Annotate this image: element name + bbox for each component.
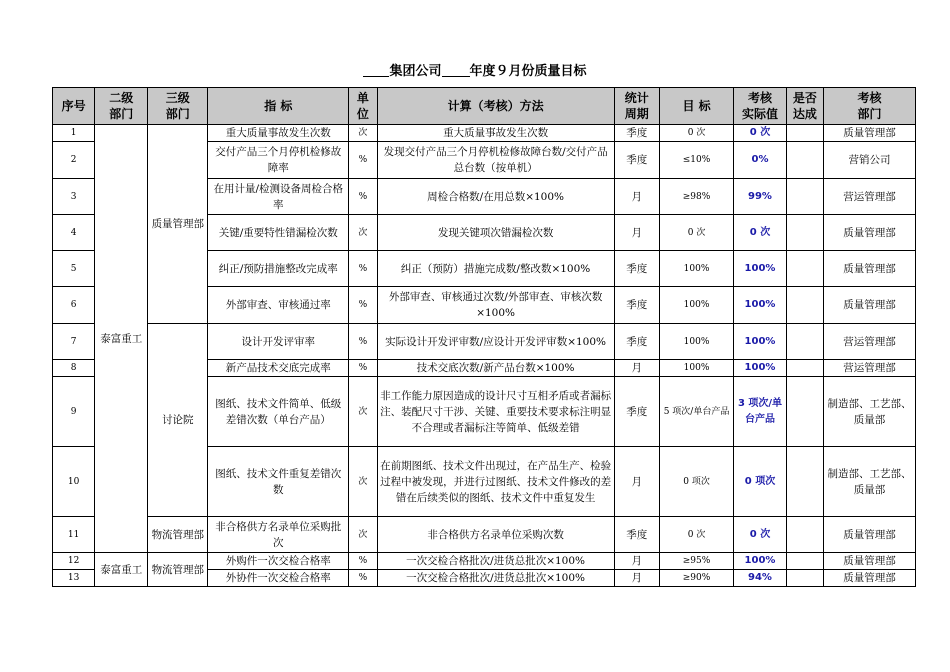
cell-level2-dept: 泰富重工 xyxy=(95,125,148,553)
cell-target: 0 次 xyxy=(660,215,734,251)
column-header: 序号 xyxy=(53,88,95,125)
cell-level3-dept: 质量管理部 xyxy=(148,125,208,324)
cell-indicator: 交付产品三个月停机检修故障率 xyxy=(208,142,349,179)
table-row xyxy=(53,125,916,142)
cell-indicator: 在用计量/检测设备周检合格率 xyxy=(208,179,349,215)
cell-actual: 0 次 xyxy=(734,517,787,553)
cell-indicator: 外部审查、审核通过率 xyxy=(208,287,349,324)
cell-period: 季度 xyxy=(614,517,659,553)
cell-method: 重大质量事故发生次数 xyxy=(377,125,614,142)
cell-assessing-dept: 营运管理部 xyxy=(823,324,915,360)
cell-method: 非工作能力原因造成的设计尺寸互相矛盾或者漏标注、装配尺寸干涉、关键、重要技术要求标注明显不合理或者漏标注等简单、低级差错 xyxy=(377,377,614,447)
column-header: 统计 周期 xyxy=(614,88,659,125)
cell-period: 月 xyxy=(614,179,659,215)
cell-target: ≥95% xyxy=(660,553,734,570)
cell-unit: % xyxy=(349,324,378,360)
cell-number: 5 xyxy=(53,251,95,287)
cell-achieved xyxy=(786,360,823,377)
cell-unit: 次 xyxy=(349,125,378,142)
cell-target: 0 次 xyxy=(660,517,734,553)
cell-unit: % xyxy=(349,142,378,179)
cell-target: 0 次 xyxy=(660,125,734,142)
quality-targets-table xyxy=(52,87,916,587)
cell-number: 8 xyxy=(53,360,95,377)
cell-level3-dept: 物流管理部 xyxy=(148,553,208,587)
cell-achieved xyxy=(786,125,823,142)
cell-method: 外部审查、审核通过次数/外部审查、审核次数×100% xyxy=(377,287,614,324)
cell-period: 季度 xyxy=(614,287,659,324)
cell-actual: 100% xyxy=(734,360,787,377)
cell-unit: 次 xyxy=(349,447,378,517)
cell-actual: 100% xyxy=(734,287,787,324)
cell-indicator: 关键/重要特性错漏检次数 xyxy=(208,215,349,251)
cell-actual: 99% xyxy=(734,179,787,215)
cell-period: 季度 xyxy=(614,142,659,179)
column-header: 考核 实际值 xyxy=(734,88,787,125)
cell-method: 周检合格数/在用总数×100% xyxy=(377,179,614,215)
column-header: 指 标 xyxy=(208,88,349,125)
cell-achieved xyxy=(786,570,823,587)
cell-unit: % xyxy=(349,287,378,324)
cell-method: 实际设计开发评审数/应设计开发评审数×100% xyxy=(377,324,614,360)
cell-achieved xyxy=(786,251,823,287)
cell-number: 12 xyxy=(53,553,95,570)
cell-unit: 次 xyxy=(349,517,378,553)
cell-unit: % xyxy=(349,570,378,587)
cell-target: ≥90% xyxy=(660,570,734,587)
cell-unit: % xyxy=(349,553,378,570)
cell-period: 月 xyxy=(614,570,659,587)
cell-number: 6 xyxy=(53,287,95,324)
cell-assessing-dept: 质量管理部 xyxy=(823,251,915,287)
cell-assessing-dept: 质量管理部 xyxy=(823,215,915,251)
cell-number: 4 xyxy=(53,215,95,251)
cell-method: 发现交付产品三个月停机检修故障台数/交付产品总台数（按单机） xyxy=(377,142,614,179)
cell-indicator: 外购件一次交检合格率 xyxy=(208,553,349,570)
cell-period: 月 xyxy=(614,215,659,251)
cell-target: 100% xyxy=(660,287,734,324)
cell-unit: 次 xyxy=(349,377,378,447)
cell-achieved xyxy=(786,447,823,517)
cell-level3-dept: 讨论院 xyxy=(148,324,208,517)
table-row xyxy=(53,517,916,553)
cell-number: 13 xyxy=(53,570,95,587)
cell-target: 100% xyxy=(660,324,734,360)
cell-actual: 100% xyxy=(734,324,787,360)
cell-period: 月 xyxy=(614,553,659,570)
cell-period: 季度 xyxy=(614,377,659,447)
cell-achieved xyxy=(786,215,823,251)
cell-actual: 0 项次 xyxy=(734,447,787,517)
column-header: 是否 达成 xyxy=(786,88,823,125)
cell-target: ≤10% xyxy=(660,142,734,179)
cell-target: 100% xyxy=(660,360,734,377)
cell-achieved xyxy=(786,324,823,360)
cell-method: 一次交检合格批次/进货总批次×100% xyxy=(377,570,614,587)
cell-unit: % xyxy=(349,179,378,215)
cell-achieved xyxy=(786,287,823,324)
cell-assessing-dept: 质量管理部 xyxy=(823,125,915,142)
cell-actual: 3 项次/单台产品 xyxy=(734,377,787,447)
cell-period: 季度 xyxy=(614,125,659,142)
cell-period: 月 xyxy=(614,360,659,377)
cell-actual: 94% xyxy=(734,570,787,587)
cell-target: 100% xyxy=(660,251,734,287)
cell-indicator: 新产品技术交底完成率 xyxy=(208,360,349,377)
cell-level3-dept: 物流管理部 xyxy=(148,517,208,553)
cell-method: 在前期图纸、技术文件出现过，在产品生产、检验过程中被发现，并进行过图纸、技术文件修改的差错在后续类似的图纸、技术文件中重复发生 xyxy=(377,447,614,517)
column-header: 三级 部门 xyxy=(148,88,208,125)
cell-method: 发现关键项次错漏检次数 xyxy=(377,215,614,251)
cell-number: 11 xyxy=(53,517,95,553)
cell-period: 季度 xyxy=(614,324,659,360)
cell-number: 9 xyxy=(53,377,95,447)
cell-assessing-dept: 质量管理部 xyxy=(823,287,915,324)
cell-number: 7 xyxy=(53,324,95,360)
title-company: 集团公司 xyxy=(389,64,442,79)
cell-unit: 次 xyxy=(349,215,378,251)
cell-method: 非合格供方名录单位采购次数 xyxy=(377,517,614,553)
cell-unit: % xyxy=(349,251,378,287)
cell-assessing-dept: 营运管理部 xyxy=(823,179,915,215)
column-header: 目 标 xyxy=(660,88,734,125)
cell-indicator: 重大质量事故发生次数 xyxy=(208,125,349,142)
cell-actual: 100% xyxy=(734,251,787,287)
cell-number: 10 xyxy=(53,447,95,517)
header-row xyxy=(53,88,916,125)
cell-method: 纠正（预防）措施完成数/整改数×100% xyxy=(377,251,614,287)
cell-target: ≥98% xyxy=(660,179,734,215)
document-title xyxy=(0,60,950,79)
cell-period: 月 xyxy=(614,447,659,517)
cell-actual: 100% xyxy=(734,553,787,570)
cell-number: 3 xyxy=(53,179,95,215)
cell-assessing-dept: 营运管理部 xyxy=(823,360,915,377)
cell-unit: % xyxy=(349,360,378,377)
cell-achieved xyxy=(786,142,823,179)
cell-achieved xyxy=(786,553,823,570)
cell-actual: 0 次 xyxy=(734,125,787,142)
cell-indicator: 图纸、技术文件简单、低级差错次数（单台产品） xyxy=(208,377,349,447)
cell-assessing-dept: 制造部、工艺部、质量部 xyxy=(823,447,915,517)
cell-indicator: 图纸、技术文件重复差错次数 xyxy=(208,447,349,517)
cell-method: 一次交检合格批次/进货总批次×100% xyxy=(377,553,614,570)
table-row xyxy=(53,324,916,360)
column-header: 考核 部门 xyxy=(823,88,915,125)
column-header: 单 位 xyxy=(349,88,378,125)
cell-target: 0 项次 xyxy=(660,447,734,517)
cell-indicator: 纠正/预防措施整改完成率 xyxy=(208,251,349,287)
cell-number: 1 xyxy=(53,125,95,142)
cell-achieved xyxy=(786,517,823,553)
cell-achieved xyxy=(786,377,823,447)
table-row xyxy=(53,553,916,570)
cell-actual: 0 次 xyxy=(734,215,787,251)
column-header: 二级 部门 xyxy=(95,88,148,125)
cell-indicator: 外协件一次交检合格率 xyxy=(208,570,349,587)
cell-assessing-dept: 营销公司 xyxy=(823,142,915,179)
cell-actual: 0% xyxy=(734,142,787,179)
cell-method: 技术交底次数/新产品台数×100% xyxy=(377,360,614,377)
cell-assessing-dept: 质量管理部 xyxy=(823,553,915,570)
cell-target: 5 项次/单台产品 xyxy=(660,377,734,447)
cell-assessing-dept: 制造部、工艺部、质量部 xyxy=(823,377,915,447)
cell-number: 2 xyxy=(53,142,95,179)
cell-indicator: 设计开发评审率 xyxy=(208,324,349,360)
column-header: 计算（考核）方法 xyxy=(377,88,614,125)
cell-achieved xyxy=(786,179,823,215)
cell-period: 季度 xyxy=(614,251,659,287)
cell-level2-dept: 泰富重工 xyxy=(95,553,148,587)
cell-assessing-dept: 质量管理部 xyxy=(823,570,915,587)
cell-assessing-dept: 质量管理部 xyxy=(823,517,915,553)
title-rest: 年度９月份质量目标 xyxy=(469,64,587,79)
cell-indicator: 非合格供方名录单位采购批次 xyxy=(208,517,349,553)
